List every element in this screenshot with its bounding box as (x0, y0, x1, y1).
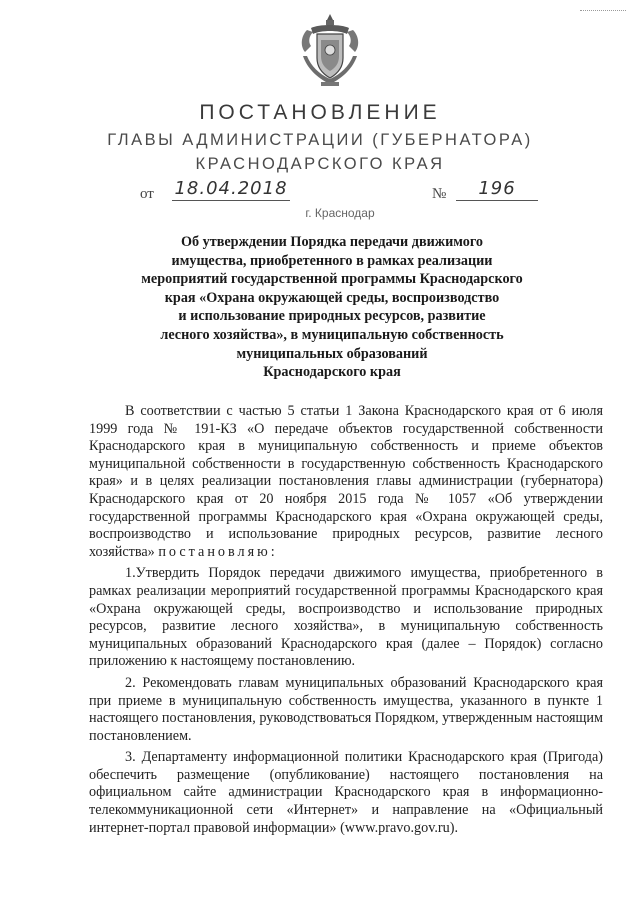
number-value: 196 (456, 178, 538, 201)
title-line: имущества, приобретенного в рамках реализации (171, 252, 493, 269)
title-line: края «Охрана окружающей среды, воспроизводство (164, 289, 500, 306)
document-title (132, 233, 532, 382)
title-line: мероприятий государственной программы Краснодарского (141, 271, 523, 288)
document-type-heading: ПОСТАНОВЛЕНИЕ (199, 101, 441, 124)
title-line: и использование природных ресурсов, развитие (178, 308, 486, 325)
item-2-paragraph: 2. Рекомендовать главам муниципальных образований Краснодарского края при приеме в муниципальную собственность имущества, указанного в пункте 1 настоящего постановления, руководствоваться Порядком, утвержденным настоящим постановлением. (89, 674, 603, 744)
item-3-paragraph: 3. Департаменту информационной политики Краснодарского края (Пригода) обеспечить размещение (опубликование) настоящего постановления на официальном сайте администрации Краснодарского края в информационно-телекоммуникационной сети «Интернет» и направление на «Официальный интернет-портал правовой информации» (www.pravo.gov.ru). (89, 749, 603, 836)
issuer-line-2: КРАСНОДАРСКОГО КРАЯ (195, 155, 445, 173)
document-body (89, 403, 603, 837)
decree-word: постановляю: (158, 543, 278, 560)
city-label: г. Краснодар (305, 206, 375, 220)
scan-corner-mark (580, 10, 626, 21)
preamble-text: В соответствии с частью 5 статьи 1 Закона Краснодарского края от 6 июля 1999 года № 191-КЗ «О передаче объектов государственной собственности Краснодарского края в муниципальную собственность и приеме объектов муниципальной собственности в государственную собственность Краснодарского края» и в целях реализации постановления главы администрации (губернатора) Краснодарского края от 20 ноября 2015 года № 1057 «Об утверждении государственной программы Краснодарского края «Охрана окружающей среды, воспроизводство и использование природных ресурсов, развитие лесного хозяйства» (89, 403, 603, 560)
title-line: лесного хозяйства», в муниципальную собственность (160, 326, 504, 343)
coat-of-arms-emblem (297, 12, 363, 88)
issuer-line-1: ГЛАВЫ АДМИНИСТРАЦИИ (ГУБЕРНАТОРА) (107, 131, 533, 149)
preamble-paragraph (89, 403, 603, 561)
number-label: № (432, 186, 447, 202)
item-1-paragraph: 1.Утвердить Порядок передачи движимого имущества, приобретенного в рамках реализации мероприятий государственной программы Краснодарского края «Охрана окружающей среды, воспроизводство и использование природных ресурсов, развитие лесного хозяйства», в муниципальную собственность муниципальных образований Краснодарского края (далее – Порядок) согласно приложению к настоящему постановлению. (89, 565, 603, 670)
title-line: Краснодарского края (263, 364, 401, 381)
date-value: 18.04.2018 (172, 178, 290, 201)
title-line: Об утверждении Порядка передачи движимого (180, 234, 484, 250)
date-label: от (140, 186, 154, 202)
title-line: муниципальных образований (236, 345, 428, 362)
